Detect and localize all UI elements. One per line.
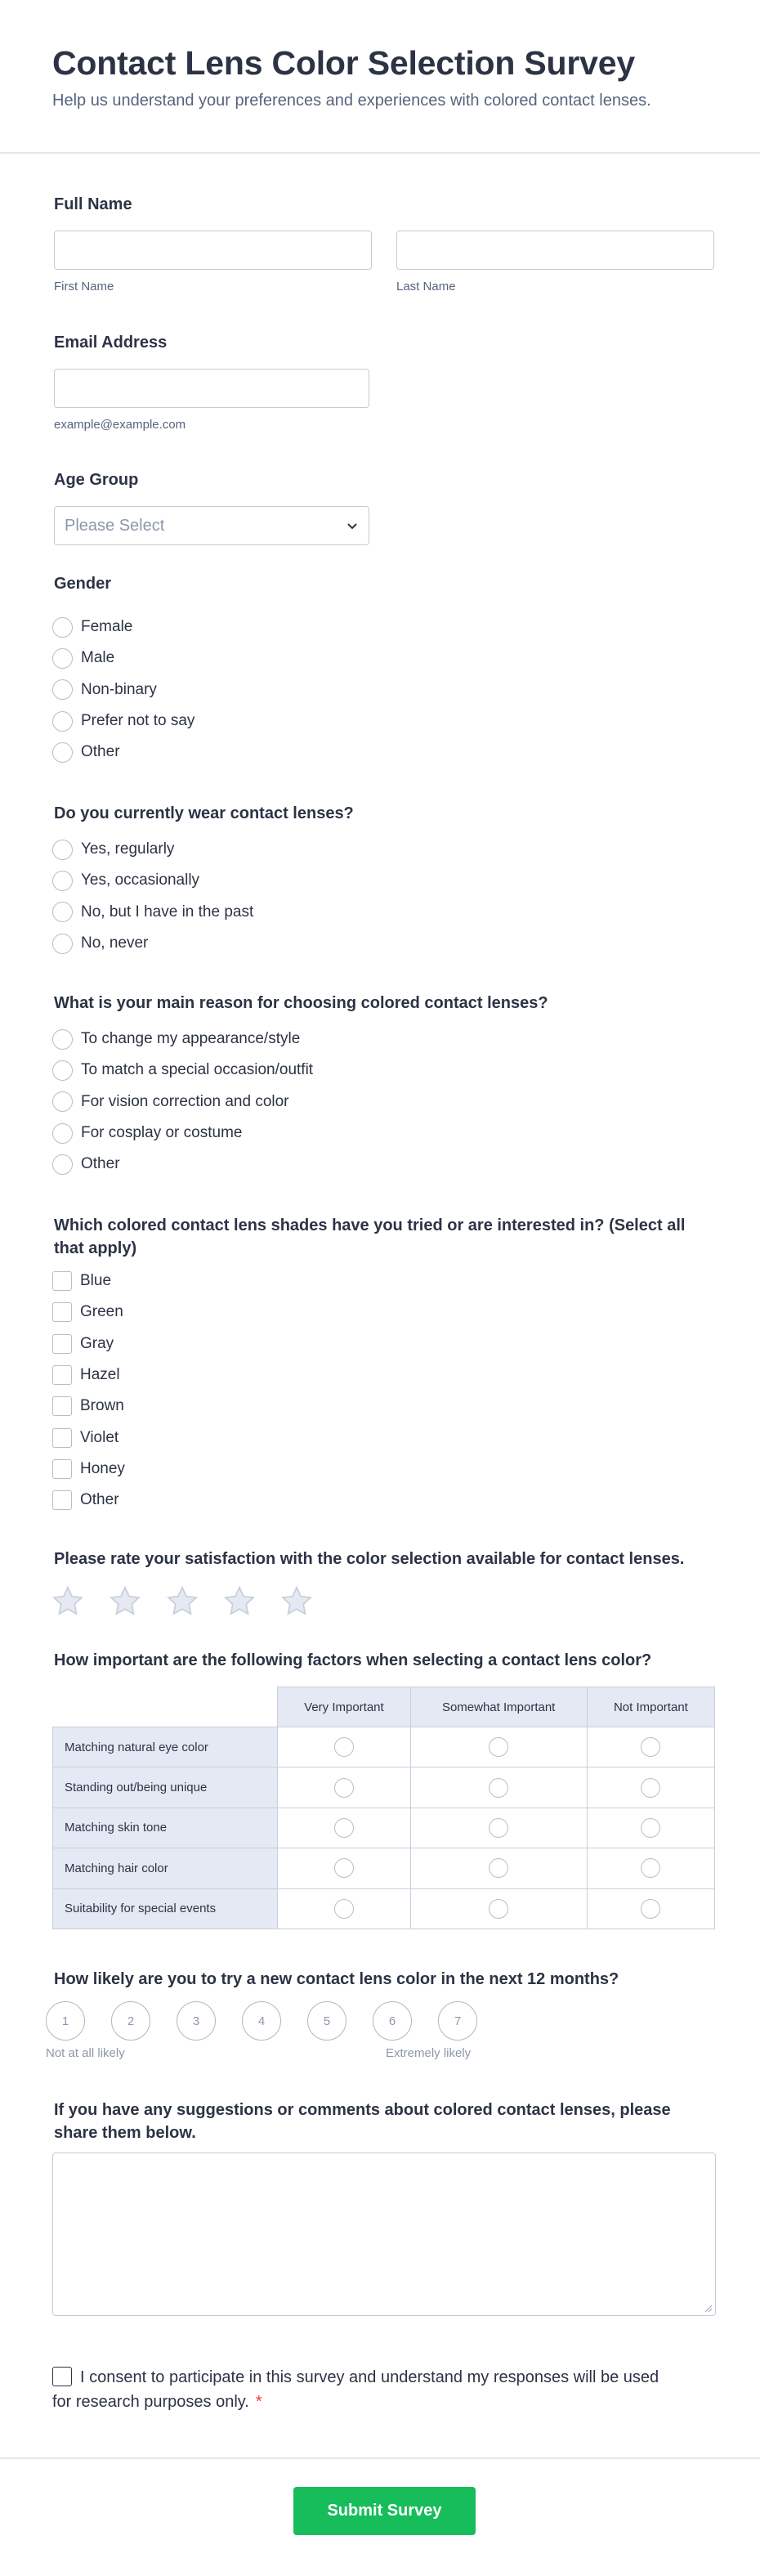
option-label: Female [81, 618, 133, 636]
page-subtitle: Help us understand your preferences and experiences with colored contact lenses. [52, 92, 651, 110]
matrix-row-label: Matching hair color [53, 1848, 278, 1888]
rating-question-label: Please rate your satisfaction with the color selection available for contact lenses. [54, 1550, 685, 1568]
comments-textarea[interactable] [52, 2153, 716, 2316]
radio-button[interactable] [52, 934, 73, 954]
option-label: Violet [80, 1428, 119, 1446]
shades-options [52, 1266, 125, 1516]
wear-options [52, 834, 253, 959]
wear-question-label: Do you currently wear contact lenses? [54, 804, 354, 822]
scale-option[interactable]: 1 [46, 2001, 85, 2041]
radio-button[interactable] [52, 617, 73, 638]
shade-option[interactable] [52, 1360, 125, 1391]
radio-button[interactable] [641, 1899, 660, 1919]
star-icon[interactable] [279, 1584, 314, 1619]
shades-question-label: Which colored contact lens shades have you tried or are interested in? (Select all that apply) [54, 1216, 686, 1257]
star-icon[interactable] [165, 1584, 199, 1619]
radio-button[interactable] [641, 1737, 660, 1757]
radio-button[interactable] [641, 1818, 660, 1838]
last-name-input[interactable] [396, 231, 714, 270]
full-name-label: Full Name [54, 195, 132, 213]
form-header [0, 0, 760, 154]
scale-min-label: Not at all likely [46, 2046, 125, 2060]
option-label: Yes, occasionally [81, 871, 200, 889]
checkbox[interactable] [52, 1396, 72, 1416]
gender-label: Gender [54, 575, 112, 593]
form-footer-divider [0, 2457, 760, 2459]
shade-option[interactable] [52, 1485, 125, 1516]
page-title: Contact Lens Color Selection Survey [52, 44, 635, 82]
consent-field [52, 2365, 673, 2414]
matrix-column-header: Somewhat Important [410, 1687, 587, 1727]
reason-options [52, 1024, 313, 1180]
checkbox[interactable] [52, 1302, 72, 1322]
reason-option[interactable] [52, 1024, 313, 1055]
matrix-row [53, 1808, 715, 1848]
reason-option[interactable] [52, 1086, 313, 1118]
radio-button[interactable] [334, 1818, 354, 1838]
radio-button[interactable] [52, 1091, 73, 1112]
option-label: Brown [80, 1397, 124, 1415]
radio-button[interactable] [489, 1778, 508, 1798]
star-icon[interactable] [222, 1584, 257, 1619]
first-name-sublabel: First Name [54, 280, 114, 293]
required-mark: * [255, 2393, 262, 2411]
reason-option[interactable] [52, 1055, 313, 1086]
option-label: Yes, regularly [81, 840, 175, 858]
matrix-row [53, 1727, 715, 1767]
option-label: For vision correction and color [81, 1092, 289, 1110]
first-name-input[interactable] [54, 231, 372, 270]
option-label: To match a special occasion/outfit [81, 1061, 314, 1079]
scale-option[interactable]: 5 [307, 2001, 346, 2041]
matrix-row [53, 1767, 715, 1808]
matrix-row-label: Matching natural eye color [53, 1727, 278, 1767]
gender-option[interactable] [52, 737, 194, 768]
matrix-row [53, 1848, 715, 1888]
option-label: Male [81, 649, 115, 667]
radio-button[interactable] [489, 1858, 508, 1878]
radio-button[interactable] [334, 1778, 354, 1798]
matrix-row-label: Matching skin tone [53, 1808, 278, 1848]
gender-options [52, 612, 194, 768]
radio-button[interactable] [641, 1858, 660, 1878]
radio-button[interactable] [52, 1123, 73, 1144]
radio-button[interactable] [52, 871, 73, 891]
matrix-question-label: How important are the following factors when selecting a contact lens color? [54, 1651, 652, 1669]
matrix-row-label: Standing out/being unique [53, 1767, 278, 1808]
radio-button[interactable] [334, 1737, 354, 1757]
option-label: Non-binary [81, 680, 157, 698]
radio-button[interactable] [52, 1029, 73, 1050]
email-label: Email Address [54, 334, 168, 352]
star-icon[interactable] [108, 1584, 142, 1619]
radio-button[interactable] [52, 1060, 73, 1081]
scale-option[interactable]: 3 [177, 2001, 216, 2041]
scale-option[interactable]: 7 [438, 2001, 477, 2041]
radio-button[interactable] [334, 1899, 354, 1919]
radio-button[interactable] [52, 902, 73, 922]
checkbox[interactable] [52, 1428, 72, 1448]
wear-option[interactable] [52, 928, 253, 959]
full-name-field [54, 193, 714, 293]
shade-option[interactable] [52, 1266, 125, 1297]
option-label: Hazel [80, 1366, 120, 1384]
shade-option[interactable] [52, 1422, 125, 1453]
checkbox[interactable] [52, 1490, 72, 1510]
reason-question-label: What is your main reason for choosing colored contact lenses? [54, 994, 548, 1012]
resize-grip-icon[interactable] [704, 2305, 713, 2313]
option-label: Honey [80, 1459, 125, 1477]
reason-option[interactable] [52, 1118, 313, 1149]
radio-button[interactable] [52, 679, 73, 700]
radio-button[interactable] [489, 1737, 508, 1757]
option-label: Other [81, 743, 120, 761]
email-input[interactable] [54, 369, 369, 408]
option-label: Gray [80, 1334, 114, 1352]
radio-button[interactable] [52, 840, 73, 860]
consent-text: I consent to participate in this survey and understand my responses will be used for research purposes only. [52, 2368, 659, 2411]
age-group-field [54, 468, 381, 545]
age-group-placeholder: Please Select [65, 516, 165, 535]
likelihood-question-label: How likely are you to try a new contact lens color in the next 12 months? [54, 1970, 619, 1988]
matrix-row [53, 1888, 715, 1929]
option-label: For cosplay or costume [81, 1124, 243, 1142]
radio-button[interactable] [334, 1858, 354, 1878]
radio-button[interactable] [52, 648, 73, 669]
wear-option[interactable] [52, 897, 253, 928]
shade-option[interactable] [52, 1391, 125, 1422]
gender-option[interactable] [52, 674, 194, 706]
option-label: To change my appearance/style [81, 1030, 301, 1048]
shade-option[interactable] [52, 1328, 125, 1360]
radio-button[interactable] [52, 711, 73, 732]
scale-max-label: Extremely likely [386, 2046, 472, 2060]
shade-option[interactable] [52, 1297, 125, 1328]
wear-option[interactable] [52, 865, 253, 896]
chevron-down-icon [346, 519, 359, 532]
checkbox[interactable] [52, 1365, 72, 1385]
radio-button[interactable] [489, 1899, 508, 1919]
matrix-row-label: Suitability for special events [53, 1888, 278, 1929]
option-label: Other [81, 1155, 120, 1173]
radio-button[interactable] [489, 1818, 508, 1838]
importance-matrix [52, 1687, 715, 1929]
option-label: Blue [80, 1272, 112, 1290]
radio-button[interactable] [641, 1778, 660, 1798]
option-label: No, but I have in the past [81, 903, 254, 921]
likelihood-scale [46, 2001, 477, 2041]
option-label: No, never [81, 934, 149, 952]
consent-checkbox[interactable] [52, 2367, 72, 2386]
matrix-column-header: Not Important [587, 1687, 714, 1727]
radio-button[interactable] [52, 742, 73, 763]
comments-question-label: If you have any suggestions or comments about colored contact lenses, please share them below. [54, 2101, 671, 2142]
reason-option[interactable] [52, 1149, 313, 1180]
submit-button[interactable]: Submit Survey [293, 2487, 476, 2535]
age-group-label: Age Group [54, 471, 139, 489]
wear-option[interactable] [52, 834, 253, 865]
gender-option[interactable] [52, 706, 194, 737]
radio-button[interactable] [52, 1154, 73, 1175]
age-group-select[interactable] [54, 506, 369, 545]
option-label: Other [80, 1491, 119, 1509]
option-label: Prefer not to say [81, 712, 195, 730]
scale-option[interactable]: 6 [373, 2001, 412, 2041]
email-sublabel: example@example.com [54, 418, 186, 432]
checkbox[interactable] [52, 1334, 72, 1354]
checkbox[interactable] [52, 1459, 72, 1479]
gender-option[interactable] [52, 612, 194, 643]
email-field [54, 331, 381, 432]
matrix-column-header: Very Important [278, 1687, 410, 1727]
gender-option[interactable] [52, 643, 194, 674]
last-name-sublabel: Last Name [396, 280, 456, 293]
star-icon[interactable] [51, 1584, 85, 1619]
checkbox[interactable] [52, 1271, 72, 1291]
scale-option[interactable]: 2 [111, 2001, 150, 2041]
shade-option[interactable] [52, 1454, 125, 1485]
star-rating [51, 1584, 314, 1619]
option-label: Green [80, 1303, 123, 1321]
scale-option[interactable]: 4 [242, 2001, 281, 2041]
